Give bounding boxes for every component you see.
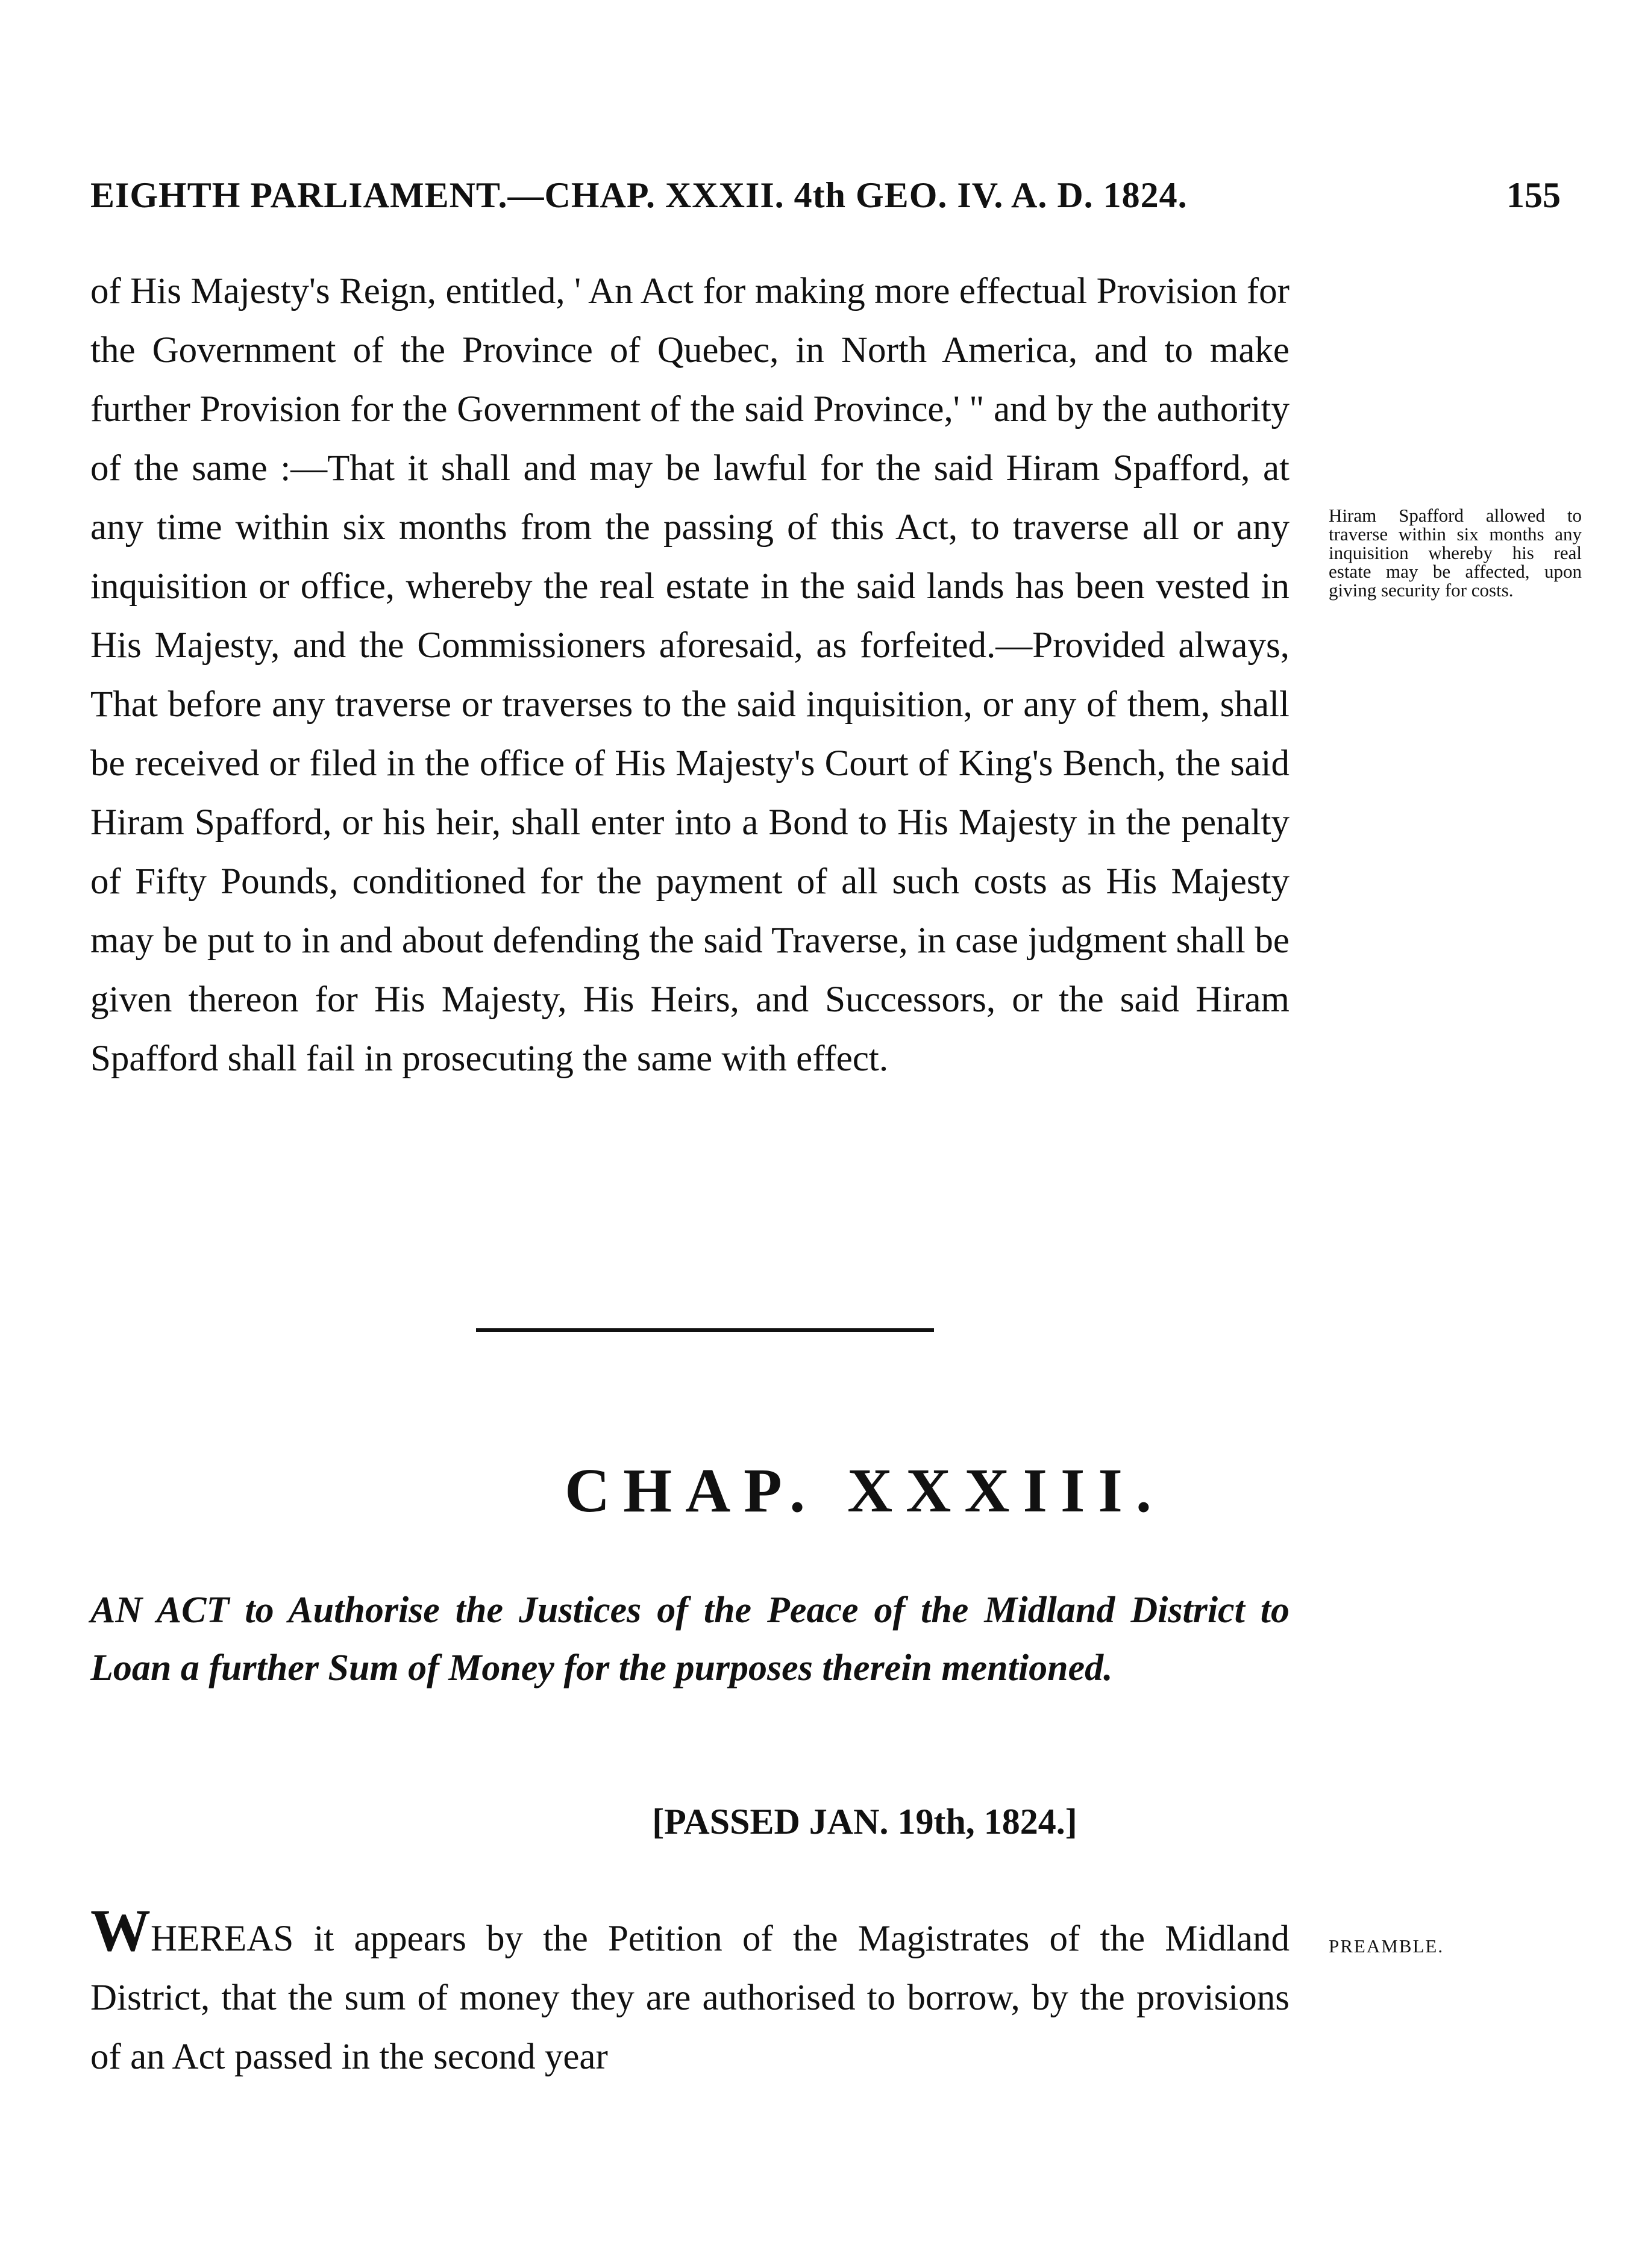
running-title: EIGHTH PARLIAMENT.—CHAP. XXXII. 4th GEO. IV. A. D. 1824. [90,175,1188,215]
sidenote-spafford: Hiram Spafford allowed to traverse within six months any inquisition whereby his real estate may be affected, upon giving security for costs. [1329,505,1582,601]
running-header [90,175,1561,223]
continuation-paragraph: of His Majesty's Reign, entitled, ' An Act for making more effectual Provision for the Government of the Province of Quebec, in North America, and to make further Provision for the Government of the said Province,' " and by the authority of the same :—That it shall and may be lawful for the said Hiram Spafford, at any time within six months from the passing of this Act, to traverse all or any inquisition or office, whereby the real estate in the said lands has been vested in His Majesty, and the Commissioners aforesaid, as forfeited.—Provided always, That before any traverse or traverses to the said inquisition, or any of them, shall be received or filed in the office of His Majesty's Court of King's Bench, the said Hiram Spafford, or his heir, shall enter into a Bond to His Majesty in the penalty of Fifty Pounds, conditioned for the payment of all such costs as His Majesty may be put to in and about defending the said Traverse, in case judgment shall be given thereon for His Majesty, His Heirs, and Successors, or the said Hiram Spafford shall fail in prosecuting the same with effect. [90,271,1290,1079]
act-title: AN ACT to Authorise the Justices of the Peace of the Midland District to Loan a further Sum of Money for the purposes therein mentioned. [90,1590,1290,1689]
preamble-paragraph [90,1897,1290,2087]
preamble-dropcap: W [90,1897,151,1964]
continuation-paragraph-block [90,262,1290,1089]
preamble-text: HEREAS it appears by the Petition of the Magistrates of the Midland District, that the sum of money they are authorised to borrow, by the provisions of an Act passed in the second year [90,1919,1290,2077]
chapter-heading: CHAP. XXXIII. [565,1456,1165,1525]
preamble-paragraph-block [90,1897,1290,2087]
sidenote-preamble: PREAMBLE. [1329,1935,1444,1957]
section-divider-rule [476,1328,934,1332]
passed-date: [PASSED JAN. 19th, 1824.] [652,1802,1077,1842]
page-number: 155 [1506,175,1561,215]
